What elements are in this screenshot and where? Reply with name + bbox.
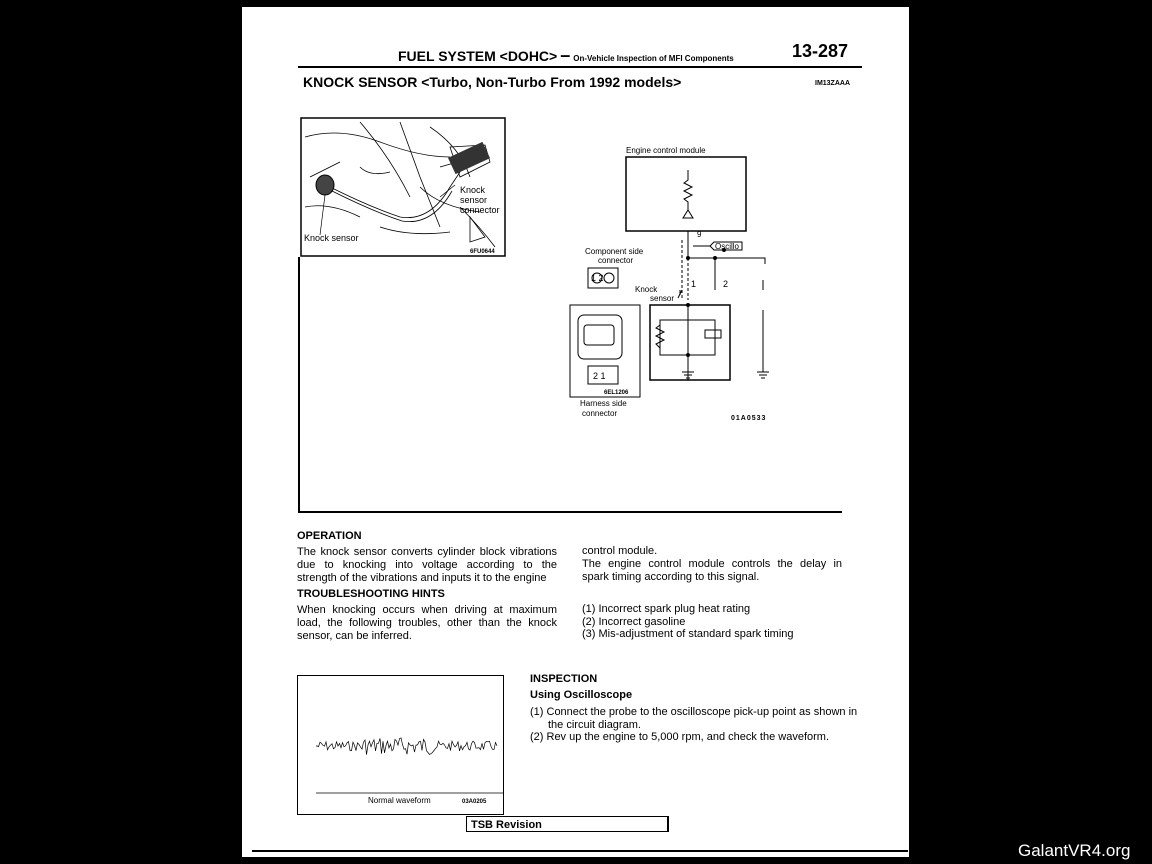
page-title: KNOCK SENSOR <Turbo, Non-Turbo From 1992 models>	[303, 74, 682, 90]
photo-label-knock-sensor: Knock sensor	[304, 233, 359, 243]
title-code: IM13ZAAA	[815, 80, 851, 87]
operation-heading: OPERATION	[297, 530, 362, 542]
subsection-title: On-Vehicle Inspection of MFI Components	[573, 54, 734, 63]
inspection-step-1: (1) Connect the probe to the oscilloscope pick-up point as shown in the circuit diagram.	[530, 706, 858, 731]
oscillo-label: Oscillo	[715, 242, 740, 251]
figure-frame-bottom	[298, 511, 842, 513]
operation-text: The knock sensor converts cylinder block vibrations due to knocking into voltage according to the strength of the vibrations and inputs it to the engine	[297, 546, 557, 584]
figure-frame-left	[298, 257, 300, 513]
engine-photo	[300, 117, 506, 257]
inspection-step-2: (2) Rev up the engine to 5,000 rpm, and check the waveform.	[530, 731, 829, 743]
site-watermark: GalantVR4.org	[1018, 841, 1131, 860]
component-side-label-2: connector	[598, 256, 634, 265]
operation-text-cont: control module.	[582, 545, 658, 557]
inspection-heading: INSPECTION	[530, 673, 598, 685]
circuit-diagram	[560, 140, 780, 430]
waveform-figure	[297, 675, 504, 815]
plug-pins: 1 2	[591, 273, 604, 283]
section-header	[398, 45, 734, 66]
waveform-caption: Normal waveform	[368, 796, 431, 805]
harness-id: 6EL1206	[604, 390, 629, 396]
harness-side-label: Harness side	[580, 399, 627, 408]
troubleshooting-text: When knocking occurs when driving at maximum load, the following troubles, other than the knock sensor, can be inferred.	[297, 604, 557, 642]
trouble-item-2: (2) Incorrect gasoline	[582, 616, 686, 628]
troubleshooting-heading: TROUBLESHOOTING HINTS	[297, 588, 445, 600]
component-side-label: Component side	[585, 247, 644, 256]
ecm-label: Engine control module	[626, 146, 706, 155]
knock-label: Knock	[635, 285, 658, 294]
tsb-revision-box: TSB Revision	[466, 816, 669, 832]
photo-label-connector: connector	[460, 205, 500, 215]
trouble-item-3: (3) Mis-adjustment of standard spark timing	[582, 628, 794, 640]
harness-pins: 2 1	[593, 371, 606, 381]
photo-id: 6FU0644	[470, 249, 495, 255]
sensor-label: sensor	[650, 294, 675, 303]
pin-9-label: 9	[697, 230, 702, 239]
header-rule	[298, 66, 862, 68]
page-number: 13-287	[792, 41, 849, 61]
photo-label-sensor: sensor	[460, 195, 488, 205]
operation-text-2: The engine control module controls the delay in spark timing according to this signal.	[582, 558, 842, 583]
photo-label-knock: Knock	[460, 185, 486, 195]
waveform-trace	[298, 676, 503, 814]
header-dash: –	[560, 45, 571, 65]
harness-side-label-2: connector	[582, 409, 618, 418]
pin-2-label: 2	[723, 279, 729, 289]
section-title: FUEL SYSTEM <DOHC>	[398, 48, 558, 64]
page-bottom-rule	[252, 850, 908, 852]
inspection-subheading: Using Oscilloscope	[530, 689, 633, 701]
diagram-id: 01A0533	[731, 415, 767, 422]
pin-1-label: 1	[691, 279, 697, 289]
waveform-id: 03A0205	[462, 799, 487, 805]
trouble-item-1: (1) Incorrect spark plug heat rating	[582, 603, 751, 615]
page-edge	[906, 7, 909, 857]
